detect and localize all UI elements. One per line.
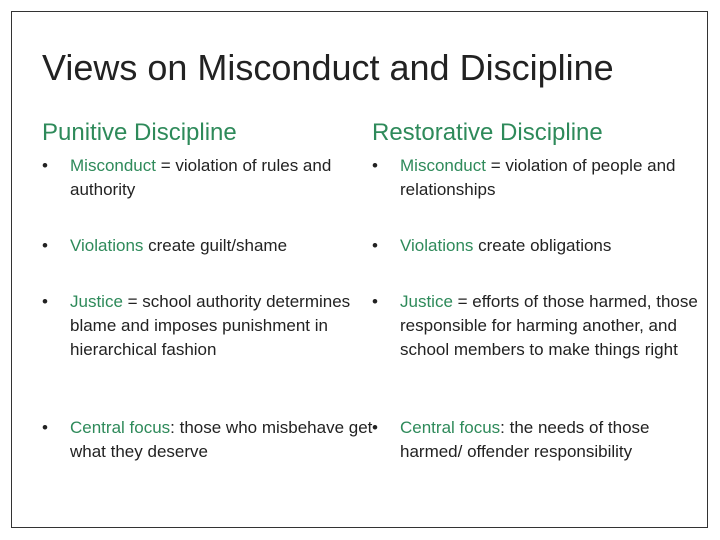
bullet-icon: • <box>42 292 48 311</box>
bullet-text: : those who misbehave get what they deserve <box>70 418 373 461</box>
bullet-term: Violations <box>70 236 144 255</box>
bullet-text: : the needs of those harmed/ offender responsibility <box>400 418 650 461</box>
bullet-icon: • <box>372 292 378 311</box>
bullet-icon: • <box>42 418 48 437</box>
bullet-icon: • <box>42 156 48 175</box>
punitive-bullet-violations <box>42 234 380 258</box>
punitive-column <box>42 118 373 461</box>
bullet-term: Justice <box>400 292 453 311</box>
bullet-text: create obligations <box>473 236 612 255</box>
punitive-bullet-misconduct <box>42 154 380 202</box>
restorative-bullet-violations <box>372 234 700 258</box>
bullet-text: = school authority determines blame and imposes punishment in hierarchical fashion <box>70 292 351 359</box>
restorative-bullet-misconduct <box>372 154 700 202</box>
bullet-text: = violation of people and relationships <box>400 156 676 199</box>
bullet-term: Misconduct <box>400 156 486 175</box>
restorative-bullet-justice <box>372 290 700 362</box>
bullet-term: Central focus <box>70 418 171 437</box>
punitive-bullet-justice <box>42 290 380 362</box>
punitive-bullet-central-focus <box>42 416 380 464</box>
bullet-term: Justice <box>70 292 123 311</box>
restorative-heading: Restorative Discipline <box>372 119 603 146</box>
bullet-term: Violations <box>400 236 474 255</box>
bullet-text: create guilt/shame <box>143 236 288 255</box>
bullet-text: = violation of rules and authority <box>70 156 332 199</box>
bullet-term: Central focus <box>400 418 501 437</box>
punitive-heading: Punitive Discipline <box>42 119 237 146</box>
bullet-icon: • <box>372 418 378 437</box>
bullet-text: = efforts of those harmed, those responsible for harming another, and school members to make things right <box>400 292 698 359</box>
bullet-term: Misconduct <box>70 156 156 175</box>
slide-title: Views on Misconduct and Discipline <box>42 47 614 88</box>
bullet-icon: • <box>372 156 378 175</box>
restorative-bullet-central-focus <box>372 416 700 464</box>
bullet-icon: • <box>372 236 378 255</box>
restorative-column <box>372 118 698 461</box>
bullet-icon: • <box>42 236 48 255</box>
